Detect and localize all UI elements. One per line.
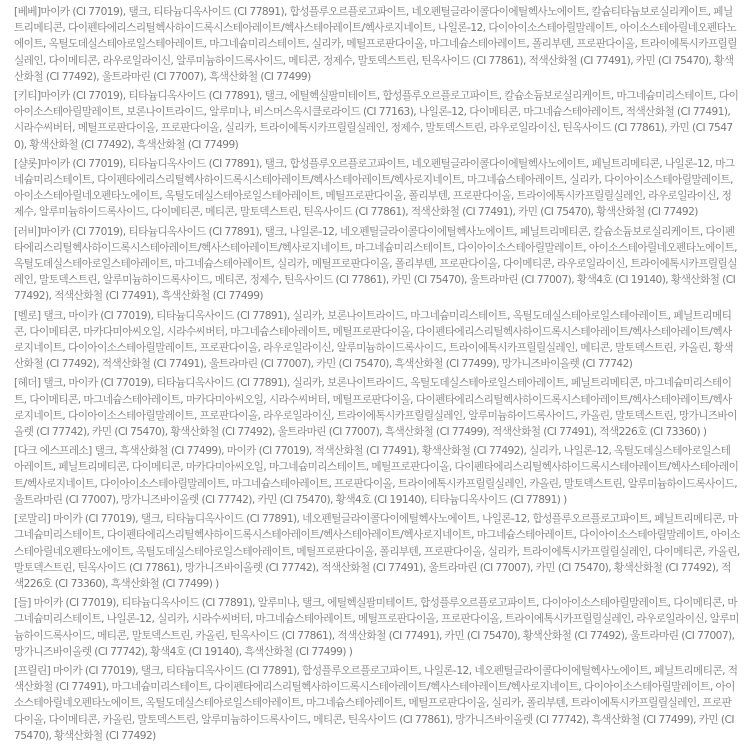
ingredient-paragraph-frilin: [프릴린] 마이카 (CI 77019), 탤크, 티타늄디옥사이드 (CI 77891), 합성플루오르플로고파이트, 나일론-12, 네오펜틸글라이콜다이에틸헥사노에이트, 페닐트리메티콘, 적색산화철 (CI 77491), 마그네슘미리스테이트, 다이펜타에리스리틸헥사하이드록시스테아레이트/헥사스테아레이트/헥사로지네이트, 다이아이소스테아릴말레이트, 아이소스테아릴네오펜타노에이트, 옥틸도데실스테아로일스테아레이트, 마그네슘스테아레이트, 메틸프로판다이올, 실리카, 폴리부텐, 트라이에톡시카프릴릴실레인, 프로판다이올, 다이메티콘, 카올린, 말토덱스트린, 알루미늄하이드록사이드, 메티콘, 틴옥사이드 (CI 77861), 망가니즈바이올렛 (CI 77742), 흑색산화철 (CI 77499), 카민 (CI 75470), 황색산화철 (CI 77492) <box>14 664 738 742</box>
ingredient-paragraph-bello: [벨로] 탤크, 마이카 (CI 77019), 티타늄디옥사이드 (CI 77891), 실리카, 보론나이트라이드, 마그네슘미리스테이트, 옥틸도데실스테아로일스테아레이트, 페닐트리메티콘, 다이메티콘, 마카다미아씨오일, 시라수씨버터, 마그네슘스테아레이트, 메틸프로판다이올, 다이펜타에리스리틸헥사하이드록시스테아레이트/헥사스테아레이트/헥사로지네이트, 다이아이소스테아릴말레이트, 프로판다이올, 라우로일라이신, 알루미늄하이드록사이드, 트라이에톡시카프릴릴실레인, 메티콘, 말토덱스트린, 카올린, 황색산화철 (CI 77492), 적색산화철 (CI 77491), 울트라마린 (CI 77007), 카민 (CI 75470), 흑색산화철 (CI 77499), 망가니즈바이올렛 (CI 77742) <box>14 309 733 371</box>
ingredient-paragraph-lovey: [러비]마이카 (CI 77019), 티타늄디옥사이드 (CI 77891), 탤크, 나일론-12, 네오펜틸글라이콜다이에틸헥사노에이트, 페닐트리메티콘, 칼슘소듐보로실리케이트, 다이펜타에리스리틸헥사하이드록시스테아레이트/헥사스테아레이트/헥사로지네이트, 마그네슘미리스테이트, 다이아이소스테아릴말레이트, 아이소스테아릴네오펜타노에이트, 옥틸도데실스테아로일스테아레이트, 마그네슘스테아레이트, 실리카, 메틸프로판다이올, 폴리부텐, 프로판다이올, 다이메티콘, 라우로일라이신, 트라이에톡시카프릴릴실레인, 말토덱스트린, 알루미늄하이드록사이드, 메티콘, 정제수, 틴옥사이드 (CI 77861), 카민 (CI 75470), 울트라마린 (CI 77007), 황색4호 (CI 19140), 황색산화철 (CI 77492), 적색산화철 (CI 77491), 흑색산화철 (CI 77499) <box>14 225 737 303</box>
ingredient-paragraph-heather: [헤더] 탤크, 마이카 (CI 77019), 티타늄디옥사이드 (CI 77891), 실리카, 보론나이트라이드, 옥틸도데실스테아로일스테아레이트, 페닐트리메티콘, 마그네슘미리스테이트, 다이메티콘, 마그네슘스테아레이트, 마카다미아씨오일, 시라수씨버터, 메틸프로판다이올, 다이펜타에리스리틸헥사하이드록시스테아레이트/헥사스테아레이트/헥사로지네이트, 다이아이소스테아릴말레이트, 프로판다이올, 라우로일라이신, 트라이에톡시카프릴릴실레인, 알루미늄하이드록사이드, 카올린, 말토덱스트린, 망가니즈바이올렛 (CI 77742), 카민 (CI 75470), 황색산화철 (CI 77492), 울트라마린 (CI 77007), 흑색산화철 (CI 77499), 적색산화철 (CI 77491), 적색226호 (CI 73360) ) <box>14 377 737 439</box>
ingredient-paragraph-kitty: [키티]마이카 (CI 77019), 티타늄디옥사이드 (CI 77891), 탤크, 에틸헥실팔미테이트, 합성플루오르플로고파이트, 칼슘소듐보로실리케이트, 마그네슘미리스테이트, 다이아이소스테아릴말레이트, 보론나이트라이드, 알루미나, 비스머스옥시클로라이드 (CI 77163), 나일론-12, 다이메티콘, 마그네슘스테아레이트, 적색산화철 (CI 77491), 시라수씨버터, 메틸프로판다이올, 프로판다이올, 실리카, 트라이에톡시카프릴릴실레인, 정제수, 말토덱스트린, 라우로일라이신, 틴옥사이드 (CI 77861), 카민 (CI 75470), 황색산화철 (CI 77492), 흑색산화철 (CI 77499) <box>14 90 739 151</box>
ingredient-paragraph-deul: [들] 마이카 (CI 77019), 티타늄디옥사이드 (CI 77891), 알루미나, 탤크, 에틸헥실팔미테이트, 합성플루오르플로고파이트, 다이아이소스테아릴말레이트, 다이메티콘, 마그네슘미리스테이트, 나일론-12, 실리카, 시라수씨버터, 마그네슘스테아레이트, 메틸프로판다이올, 프로판다이올, 트라이에톡시카프릴릴실레인, 라우로일라이신, 알루미늄하이드록사이드, 메티콘, 말토덱스트린, 카올린, 틴옥사이드 (CI 77861), 적색산화철 (CI 77491), 카민 (CI 75470), 황색산화철 (CI 77492), 울트라마린 (CI 77007), 망가니즈바이올렛 (CI 77742), 황색4호 (CI 19140), 흑색산화철 (CI 77499) ) <box>14 597 739 658</box>
ingredient-paragraph-romali: [로말리] 마이카 (CI 77019), 탤크, 티타늄디옥사이드 (CI 77891), 네오펜틸글라이콜다이에틸헥사노에이트, 나일론-12, 합성플루오르플로고파이트, 페닐트리메티콘, 마그네슘미리스테이트, 다이펜타에리스리틸헥사하이드록시스테아레이트/헥사스테아레이트/헥사로지네이트, 마그네슘스테아레이트, 다이아이소스테아릴말레이트, 아이소스테아릴네오펜타노에이트, 옥틸도데실스테아로일스테아레이트, 메틸프로판다이올, 폴리부텐, 프로판다이올, 실리카, 트라이에톡시카프릴릴실레인, 다이메티콘, 카올린, 말토덱스트린, 틴옥사이드 (CI 77861), 망가니즈바이올렛 (CI 77742), 적색산화철 (CI 77491), 울트라마린 (CI 77007), 카민 (CI 75470), 황색산화철 (CI 77492), 적색226호 (CI 73360), 흑색산화철 (CI 77499) ) <box>14 513 740 590</box>
ingredient-paragraph-bebe: [베베]마이카 (CI 77019), 탤크, 티타늄디옥사이드 (CI 77891), 합성플루오르플로고파이트, 네오펜틸글라이콜다이에틸헥사노에이트, 칼슘티타늄보로실리케이트, 페닐트리메티콘, 다이펜타에리스리틸헥사하이드록시스테아레이트/헥사스테아레이트/헥사로지네이트, 나일론-12, 다이아이소스테아릴말레이트, 아이소스테아릴네오펜타노에이트, 옥틸도데실스테아로일스테아레이트, 마그네슘미리스테이트, 실리카, 메틸프로판다이올, 마그네슘스테아레이트, 폴리부텐, 프로판다이올, 트라이에톡시카프릴릴실레인, 다이메티콘, 라우로일라이신, 알루미늄하이드록사이드, 메티콘, 정제수, 말토덱스트린, 틴옥사이드 (CI 77861), 적색산화철 (CI 77491), 카민 (CI 75470), 황색산화철 (CI 77492), 울트라마린 (CI 77007), 흑색산화철 (CI 77499) <box>14 6 737 83</box>
ingredient-paragraph-charlotte: [샬롯]마이카 (CI 77019), 티타늄디옥사이드 (CI 77891), 탤크, 합성플루오르플로고파이트, 네오펜틸글라이콜다이에틸헥사노에이트, 페닐트리메티콘, 나일론-12, 마그네슘미리스테이트, 다이펜타에리스리틸헥사하이드록시스테아레이트/헥사스테아레이트/헥사로지네이트, 마그네슘스테아레이트, 실리카, 다이아이소스테아릴말레이트, 아이소스테아릴네오펜타노에이트, 옥틸도데실스테아로일스테아레이트, 메틸프로판다이올, 폴리부텐, 프로판다이올, 트라이에톡시카프릴릴실레인, 라우로일라이신, 정제수, 알루미늄하이드록사이드, 다이메티콘, 메티콘, 말토덱스트린, 틴옥사이드 (CI 77861), 적색산화철 (CI 77491), 카민 (CI 75470), 황색산화철 (CI 77492) <box>14 157 735 219</box>
ingredient-paragraph-dark-espresso: [다크 에스프레소] 탤크, 흑색산화철 (CI 77499), 마이카 (CI 77019), 적색산화철 (CI 77491), 황색산화철 (CI 77492), 실리카, 나일론-12, 옥틸도데실스테아로일스테아레이트, 페닐트리메티콘, 다이메티콘, 마카다미아씨오일, 마그네슘미리스테이트, 메틸프로판다이올, 다이펜타에리스리틸헥사하이드록시스테아레이트/헥사스테아레이트/헥사로지네이트, 다이아이소스테아릴말레이트, 마그네슘스테아레이트, 프로판다이올, 트라이에톡시카프릴릴실레인, 카올린, 말토덱스트린, 알루미늄하이드록사이드, 울트라마린 (CI 77007), 망가니즈바이올렛 (CI 77742), 카민 (CI 75470), 황색4호 (CI 19140), 티타늄디옥사이드 (CI 77891) ) <box>14 445 739 506</box>
